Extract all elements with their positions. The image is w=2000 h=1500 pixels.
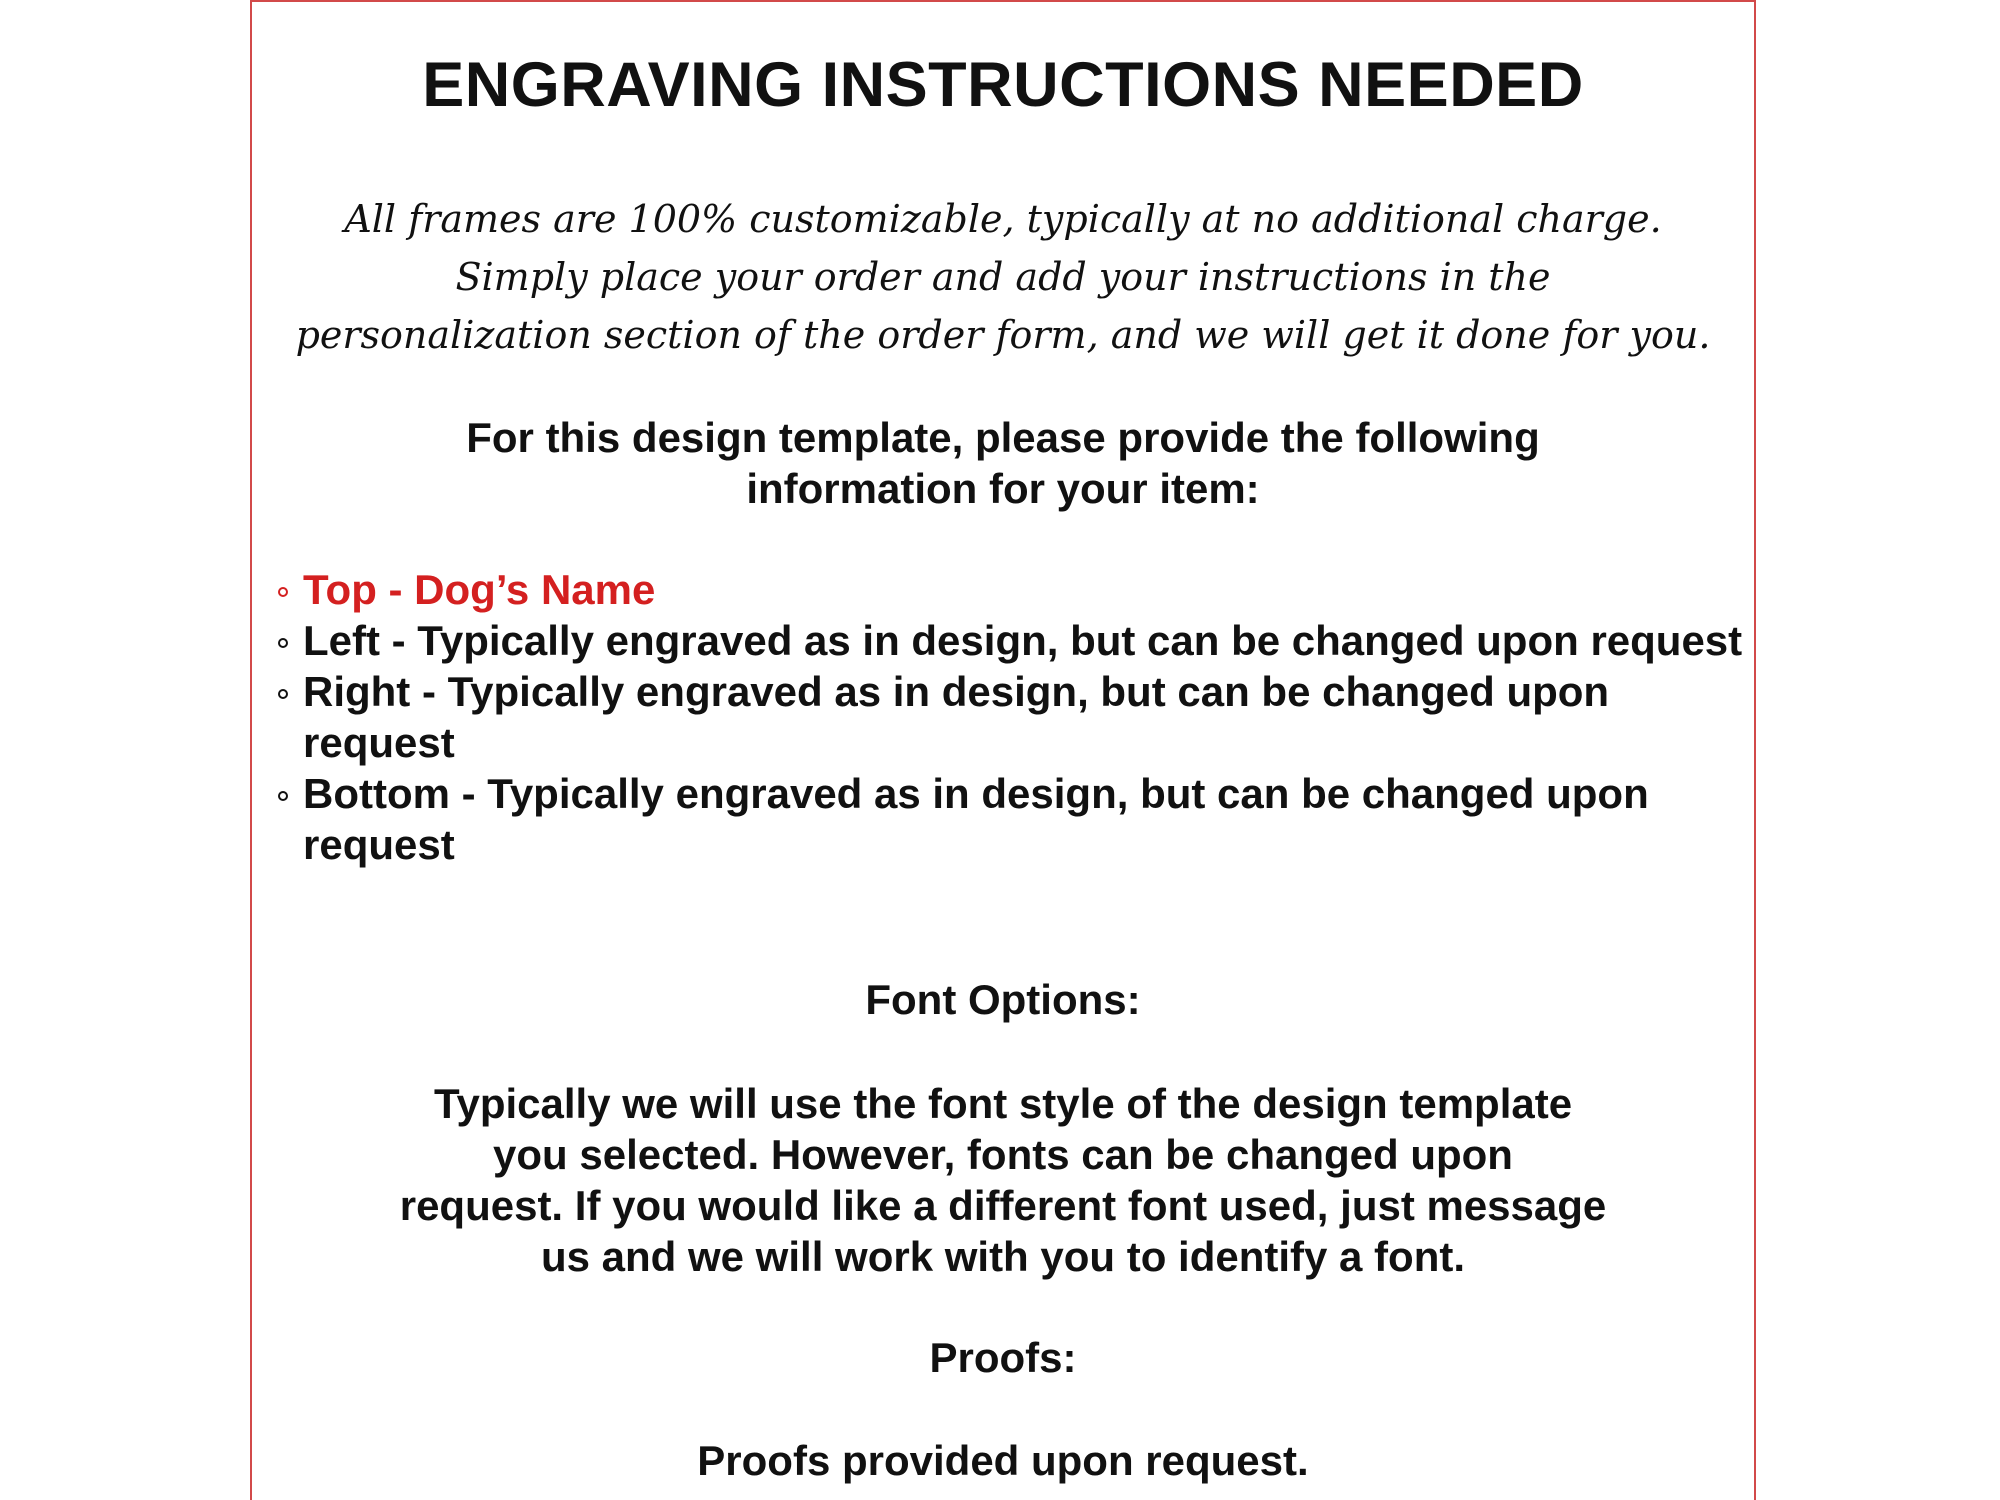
engraving-positions-list xyxy=(276,564,1746,870)
list-item-bottom xyxy=(276,768,1746,870)
page-title: ENGRAVING INSTRUCTIONS NEEDED xyxy=(422,50,1584,120)
font-options-line: Typically we will use the font style of the design template xyxy=(433,1080,1573,1127)
list-item-left xyxy=(276,615,1746,666)
intro-line: All frames are 100% customizable, typically at no additional charge. xyxy=(344,197,1662,241)
intro-text xyxy=(252,190,1754,364)
instructions-card xyxy=(250,0,1756,1500)
font-options-text xyxy=(252,1078,1754,1282)
font-options-heading: Font Options: xyxy=(865,976,1141,1023)
circle-bullet-icon xyxy=(278,791,288,801)
circle-bullet-icon xyxy=(278,587,288,597)
circle-bullet-icon xyxy=(278,689,288,699)
proofs-heading: Proofs: xyxy=(929,1334,1077,1381)
list-item-text: Top - Dog’s Name xyxy=(303,566,656,613)
proofs-text: Proofs provided upon request. xyxy=(697,1437,1309,1484)
instruction-line: For this design template, please provide the following xyxy=(466,414,1540,461)
font-options-line: request. If you would like a different font used, just message xyxy=(399,1182,1607,1229)
list-item-text: Right - Typically engraved as in design, but can be changed upon request xyxy=(303,668,1610,766)
circle-bullet-icon xyxy=(278,638,288,648)
intro-line: Simply place your order and add your instructions in the xyxy=(455,255,1551,299)
instruction-text xyxy=(252,412,1754,514)
list-item-text: Left - Typically engraved as in design, but can be changed upon request xyxy=(303,617,1743,664)
list-item-top xyxy=(276,564,1746,615)
font-options-line: you selected. However, fonts can be changed upon xyxy=(493,1131,1513,1178)
font-options-line: us and we will work with you to identify a font. xyxy=(540,1233,1466,1280)
intro-line: personalization section of the order form, and we will get it done for you. xyxy=(295,313,1711,357)
list-item-text: Bottom - Typically engraved as in design, but can be changed upon request xyxy=(303,770,1649,868)
list-item-right xyxy=(276,666,1746,768)
instruction-line: information for your item: xyxy=(746,465,1260,512)
